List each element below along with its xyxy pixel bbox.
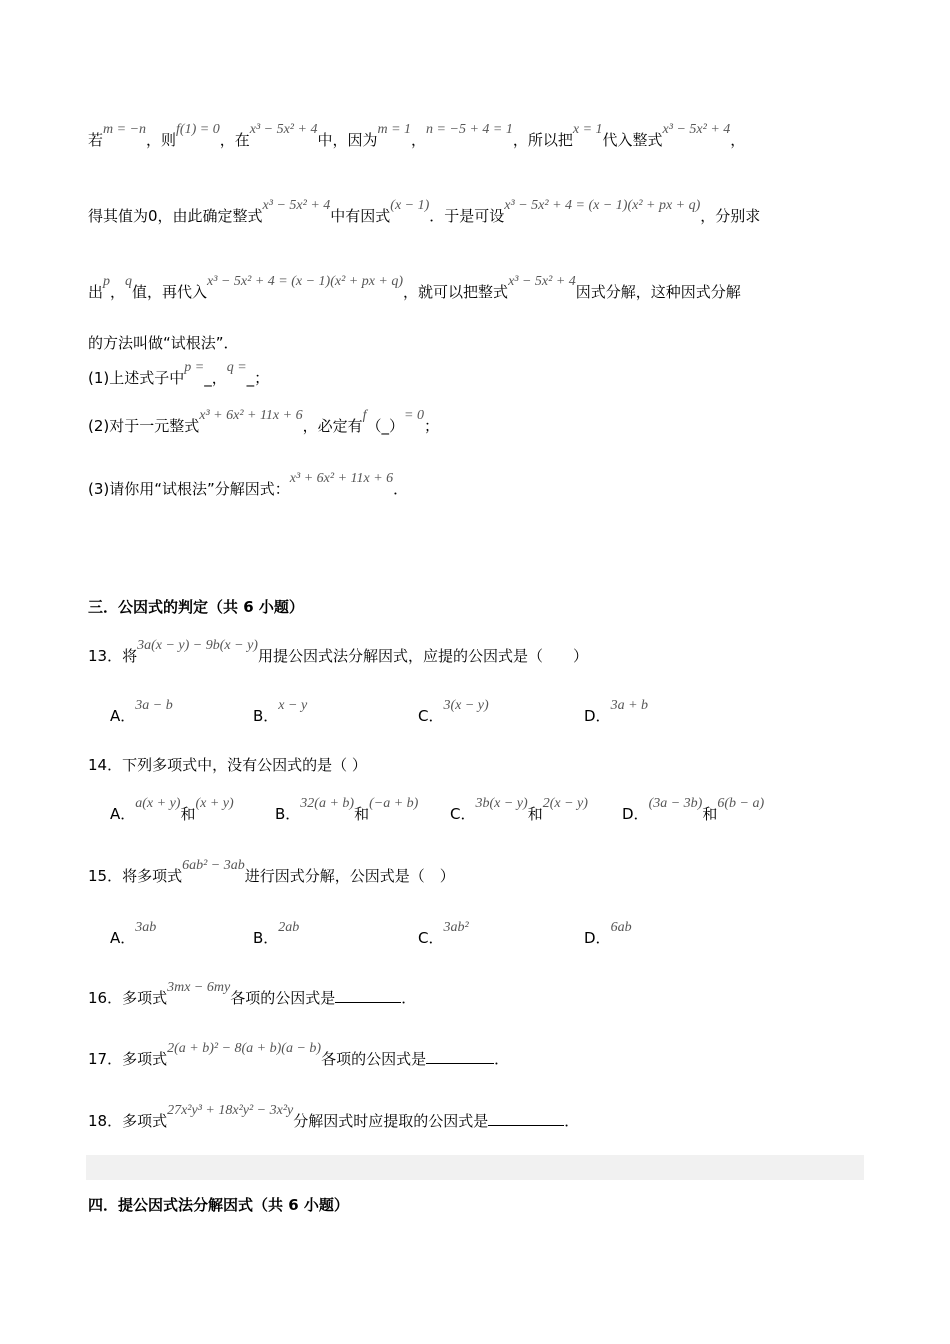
text: 值，再代入 — [132, 283, 208, 301]
math: x³ − 5x² + 4 — [249, 122, 318, 137]
option-label: D． — [622, 805, 649, 823]
intro-line-4: 的方法叫做“试根法”． — [88, 334, 239, 352]
math: x³ − 5x² + 4 = (x − 1)(x² + px + q) — [207, 274, 404, 289]
option-label: C． — [450, 805, 476, 823]
text: ．于是可设 — [429, 207, 505, 225]
math: (−a + b) — [369, 796, 419, 811]
math: 6ab² − 3ab — [182, 858, 245, 873]
q13-stem — [88, 638, 588, 668]
math: p — [103, 274, 111, 289]
math: 32(a + b) — [300, 796, 355, 811]
option-label: D． — [584, 707, 611, 725]
text: 得其值为0，由此确定整式 — [88, 207, 263, 225]
question-number: 13．将 — [88, 647, 138, 665]
question-text: 用提公因式法分解因式，应提的公因式是（ ） — [257, 647, 588, 665]
option-label: D． — [584, 929, 611, 947]
math: 3mx − 6my — [167, 980, 231, 995]
text: 和 — [527, 805, 543, 823]
math: x³ + 6x² + 11x + 6 — [199, 408, 303, 423]
text: 因式分解，这种因式分解 — [575, 283, 741, 301]
option-label: B． — [253, 929, 279, 947]
text: ，必定有 — [302, 417, 363, 435]
intro-line-3 — [88, 274, 741, 304]
text: _； — [246, 369, 270, 387]
q18-stem — [88, 1103, 580, 1133]
text: ． — [401, 989, 417, 1007]
math: 3ab² — [443, 920, 469, 935]
intro-line-1 — [88, 122, 746, 152]
question-text: 分解因式时应提取的公因式是 — [293, 1112, 489, 1130]
math: (3a − 3b) — [648, 796, 703, 811]
math: 27x²y³ + 18x²y² − 3x²y — [167, 1103, 294, 1118]
text: (3)请你用“试根法”分解因式： — [88, 480, 290, 498]
math: (x + y) — [195, 796, 234, 811]
math: 3b(x − y) — [475, 796, 528, 811]
text: (2)对于一元整式 — [88, 417, 200, 435]
math: f — [362, 408, 367, 423]
math: x − y — [278, 698, 308, 713]
math: 6(b − a) — [717, 796, 765, 811]
text: 中，因为 — [317, 131, 378, 149]
question-number: 16．多项式 — [88, 989, 168, 1007]
math: x³ − 5x² + 4 — [508, 274, 576, 289]
q13-option-c[interactable] — [418, 698, 489, 728]
question-number: 15．将多项式 — [88, 867, 183, 885]
math: 2(a + b)² − 8(a + b)(a − b) — [167, 1041, 322, 1056]
q14-option-d[interactable] — [622, 796, 765, 826]
math: n = −5 + 4 = 1 — [426, 122, 513, 137]
math: q = — [226, 360, 247, 375]
q17-stem — [88, 1041, 510, 1071]
math: 2ab — [278, 920, 300, 935]
q13-option-a[interactable] — [110, 698, 173, 728]
section-4-title: 四．提公因式法分解因式（共 6 小题） — [88, 1196, 349, 1214]
math: q — [125, 274, 133, 289]
section-3-title: 三．公因式的判定（共 6 小题） — [88, 598, 304, 616]
text: ，就可以把整式 — [403, 283, 509, 301]
text: ，所以把 — [512, 131, 573, 149]
math: 6ab — [610, 920, 632, 935]
q15-option-a[interactable] — [110, 920, 157, 950]
text: ， — [411, 131, 427, 149]
math: a(x + y) — [135, 796, 181, 811]
q15-option-c[interactable] — [418, 920, 469, 950]
math: 3ab — [135, 920, 157, 935]
text: (1)上述式子中 — [88, 369, 185, 387]
math: 3a + b — [610, 698, 649, 713]
text: ， — [110, 283, 126, 301]
text: _， — [204, 369, 227, 387]
text: 代入整式 — [602, 131, 663, 149]
option-label: A． — [110, 707, 136, 725]
option-label: B． — [275, 805, 301, 823]
text: 中有因式 — [330, 207, 391, 225]
q12-part-1 — [88, 360, 270, 390]
question-number: 18．多项式 — [88, 1112, 168, 1130]
q15-stem — [88, 858, 455, 888]
math: p = — [184, 360, 205, 375]
question-text: 各项的公因式是 — [321, 1050, 427, 1068]
text: ，则 — [146, 131, 177, 149]
q14-option-a[interactable] — [110, 796, 234, 826]
math: 2(x − y) — [542, 796, 588, 811]
text: （_） — [366, 417, 405, 435]
option-label: B． — [253, 707, 279, 725]
math: = 0 — [404, 408, 424, 423]
text: 和 — [702, 805, 718, 823]
text: 和 — [354, 805, 370, 823]
text: 和 — [180, 805, 196, 823]
q12-part-2 — [88, 408, 439, 438]
option-label: C． — [418, 929, 444, 947]
math: x = 1 — [572, 122, 603, 137]
q12-part-3 — [88, 471, 409, 501]
math: 3a − b — [135, 698, 173, 713]
q13-option-b[interactable] — [253, 698, 308, 728]
answer-blank[interactable] — [335, 988, 401, 1003]
text: ． — [564, 1112, 580, 1130]
math: m = −n — [103, 122, 147, 137]
text: ； — [423, 417, 439, 435]
text: 出 — [88, 283, 104, 301]
text: ，分别求 — [700, 207, 761, 225]
q15-option-b[interactable] — [253, 920, 300, 950]
math: x³ − 5x² + 4 — [262, 198, 331, 213]
math: 3(x − y) — [443, 698, 489, 713]
math: x³ − 5x² + 4 = (x − 1)(x² + px + q) — [504, 198, 701, 213]
q16-stem — [88, 980, 417, 1010]
math: x³ − 5x² + 4 — [662, 122, 731, 137]
question-text: 进行因式分解，公因式是（ ） — [244, 867, 455, 885]
q14-stem: 14．下列多项式中，没有公因式的是（ ） — [88, 756, 367, 774]
math: m = 1 — [377, 122, 412, 137]
q15-option-d[interactable] — [584, 920, 632, 950]
text: 若 — [88, 131, 104, 149]
q14-option-c[interactable] — [450, 796, 588, 826]
answer-blank[interactable] — [426, 1049, 494, 1064]
text: ． — [494, 1050, 510, 1068]
math: (x − 1) — [390, 198, 430, 213]
answer-blank[interactable] — [488, 1111, 564, 1126]
math: 3a(x − y) − 9b(x − y) — [137, 638, 258, 653]
option-label: A． — [110, 929, 136, 947]
option-label: A． — [110, 805, 136, 823]
text: ， — [730, 131, 746, 149]
math: x³ + 6x² + 11x + 6 — [289, 471, 394, 486]
q14-option-b[interactable] — [275, 796, 419, 826]
question-text: 各项的公因式是 — [230, 989, 336, 1007]
q13-option-d[interactable] — [584, 698, 649, 728]
intro-line-2 — [88, 198, 761, 228]
option-label: C． — [418, 707, 444, 725]
math: f(1) = 0 — [176, 122, 220, 137]
question-number: 17．多项式 — [88, 1050, 168, 1068]
text: ，在 — [219, 131, 250, 149]
text: ． — [393, 480, 409, 498]
separator-band — [86, 1155, 864, 1180]
